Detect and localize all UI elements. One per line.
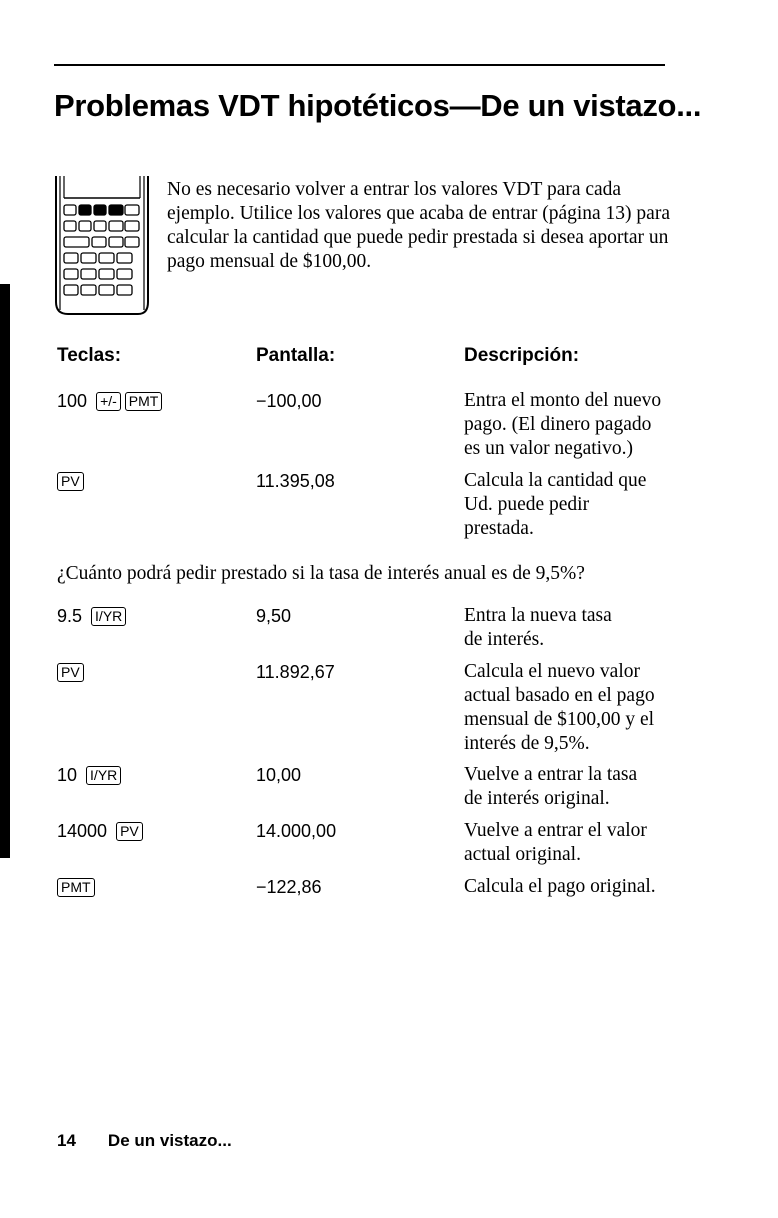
description-cell — [464, 763, 694, 811]
intro-paragraph: No es necesario volver a entrar los valores VDT para cada ejemplo. Utilice los valores que acaba de entrar (página 13) para calcular la cantidad que puede pedir prestada si desea aportar un pago mensual de $100,00. — [167, 179, 670, 272]
description-line: actual basado en el pago — [464, 685, 655, 706]
keystroke-number: 14000 — [57, 821, 108, 841]
page-title: Problemas VDT hipotéticos—De un vistazo... — [54, 88, 702, 123]
calculator-icon — [54, 176, 150, 316]
description-line: mensual de $100,00 y el — [464, 709, 655, 730]
calculator-key: PV — [57, 472, 84, 491]
keystroke-cell — [57, 819, 143, 843]
description-cell — [464, 389, 694, 461]
description-line: de interés original. — [464, 788, 610, 809]
description-line: Calcula la cantidad que — [464, 470, 647, 491]
keystroke-number: 9.5 — [57, 606, 83, 626]
display-value: 10,00 — [256, 765, 302, 785]
description-cell — [464, 604, 694, 652]
section-name: De un vistazo... — [107, 1131, 232, 1150]
description-line: Calcula el pago original. — [464, 876, 656, 897]
display-value: 14.000,00 — [256, 821, 337, 841]
keystroke-number: 10 — [57, 765, 78, 785]
description-cell — [464, 875, 694, 899]
calculator-key: I/YR — [91, 607, 126, 626]
keystroke-cell — [57, 604, 126, 628]
calculator-key: PV — [116, 822, 143, 841]
question-text: ¿Cuánto podrá pedir prestado si la tasa de interés anual es de 9,5%? — [57, 563, 585, 584]
keystroke-cell — [57, 763, 121, 787]
keystroke-cell — [57, 389, 162, 413]
display-value: −100,00 — [256, 391, 322, 411]
description-line: Ud. puede pedir — [464, 494, 590, 515]
thumb-index-bar — [0, 284, 10, 858]
description-line: Calcula el nuevo valor — [464, 661, 640, 682]
description-line: interés de 9,5%. — [464, 733, 590, 754]
calculator-key: +/- — [96, 392, 121, 411]
description-line: actual original. — [464, 844, 581, 865]
top-rule — [54, 64, 665, 66]
display-value: 9,50 — [256, 606, 292, 626]
description-line: pago. (El dinero pagado — [464, 414, 652, 435]
display-value: 11.395,08 — [256, 471, 335, 491]
header-display: Pantalla: — [256, 345, 336, 366]
page-number: 14 — [57, 1131, 76, 1150]
keystroke-number: 100 — [57, 391, 88, 411]
description-line: Vuelve a entrar la tasa — [464, 764, 638, 785]
description-line: Vuelve a entrar el valor — [464, 820, 647, 841]
description-line: prestada. — [464, 518, 534, 539]
description-cell — [464, 469, 694, 541]
keystroke-cell — [57, 469, 84, 493]
description-line: Entra el monto del nuevo — [464, 390, 662, 411]
description-line: Entra la nueva tasa — [464, 605, 612, 626]
calculator-key: PMT — [125, 392, 163, 411]
description-cell — [464, 819, 694, 867]
keystroke-cell — [57, 875, 95, 899]
description-line: de interés. — [464, 629, 545, 650]
keystroke-cell — [57, 660, 84, 684]
description-line: es un valor negativo.) — [464, 438, 633, 459]
calculator-key: I/YR — [86, 766, 121, 785]
description-cell — [464, 660, 694, 756]
page-footer — [57, 1131, 232, 1151]
header-keys: Teclas: — [57, 345, 122, 366]
display-value: −122,86 — [256, 877, 322, 897]
calculator-key: PV — [57, 663, 84, 682]
header-description: Descripción: — [464, 345, 580, 366]
calculator-key: PMT — [57, 878, 95, 897]
display-value: 11.892,67 — [256, 662, 335, 682]
